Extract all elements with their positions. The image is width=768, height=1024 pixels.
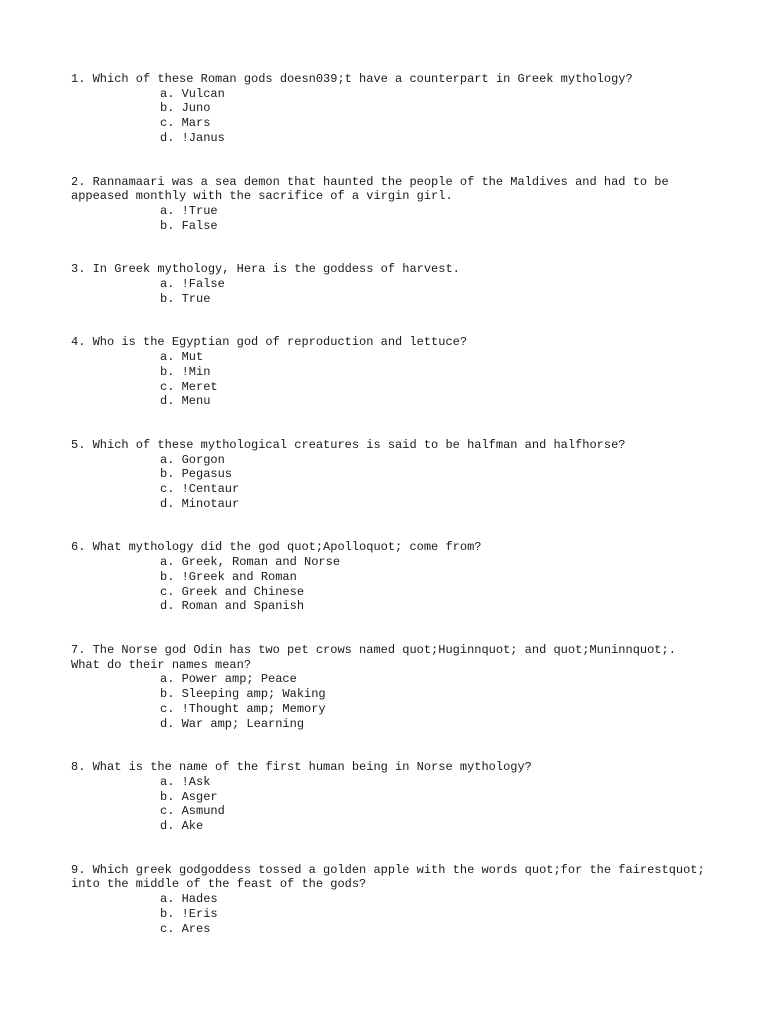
question-text: 2. Rannamaari was a sea demon that haunted the people of the Maldives and had to be appeased monthly with the sacrifice of a virgin girl. <box>71 174 676 204</box>
answer-option: c. Meret <box>160 379 218 394</box>
answer-option: c. Ares <box>160 921 211 936</box>
answer-option: d. Ake <box>160 819 204 834</box>
answer-option: c. Asmund <box>160 804 225 819</box>
answer-option: c. Mars <box>160 116 211 131</box>
answer-option: a. !True <box>160 203 218 218</box>
answer-option: a. Hades <box>160 892 218 907</box>
question-4 <box>71 335 711 409</box>
answer-options <box>71 775 711 834</box>
answer-option: d. Roman and Spanish <box>160 599 305 614</box>
answer-option: d. Menu <box>160 394 211 409</box>
question-3 <box>71 262 711 306</box>
answer-option: a. !Ask <box>160 774 211 789</box>
question-text: 1. Which of these Roman gods doesn039;t have a counterpart in Greek mythology? <box>71 72 633 86</box>
answer-options <box>71 453 711 512</box>
answer-option: d. Minotaur <box>160 496 240 511</box>
answer-option: a. !False <box>160 277 225 292</box>
answer-options <box>71 87 711 146</box>
question-8 <box>71 760 711 834</box>
question-5 <box>71 438 711 512</box>
answer-options <box>71 277 711 306</box>
question-9 <box>71 863 711 937</box>
question-text: 5. Which of these mythological creatures is said to be halfman and halfhorse? <box>71 437 626 452</box>
quiz-document <box>71 72 711 965</box>
answer-option: d. War amp; Learning <box>160 716 305 731</box>
answer-option: b. False <box>160 218 218 233</box>
question-2 <box>71 175 711 234</box>
answer-option: b. Juno <box>160 101 211 116</box>
answer-option: a. Greek, Roman and Norse <box>160 555 341 570</box>
question-text: 3. In Greek mythology, Hera is the goddess of harvest. <box>71 262 460 277</box>
answer-option: a. Mut <box>160 350 204 365</box>
answer-option: b. True <box>160 291 211 306</box>
answer-option: c. !Centaur <box>160 482 240 497</box>
answer-option: a. Gorgon <box>160 452 225 467</box>
question-1 <box>71 72 711 146</box>
answer-option: b. !Greek and Roman <box>160 569 297 584</box>
answer-option: d. !Janus <box>160 130 225 145</box>
answer-options <box>71 672 711 731</box>
answer-option: c. Greek and Chinese <box>160 584 305 599</box>
question-text: 6. What mythology did the god quot;Apolloquot; come from? <box>71 540 482 555</box>
question-6 <box>71 540 711 614</box>
answer-option: b. !Eris <box>160 906 218 921</box>
answer-option: b. !Min <box>160 364 211 379</box>
answer-options <box>71 350 711 409</box>
answer-option: a. Power amp; Peace <box>160 672 297 687</box>
question-7 <box>71 643 711 731</box>
answer-options <box>71 204 711 233</box>
answer-option: b. Pegasus <box>160 467 233 482</box>
question-text: 7. The Norse god Odin has two pet crows named quot;Huginnquot; and quot;Muninnquot;. What do their names mean? <box>71 642 691 672</box>
answer-option: c. !Thought amp; Memory <box>160 701 326 716</box>
question-text: 4. Who is the Egyptian god of reproduction and lettuce? <box>71 335 468 350</box>
answer-option: b. Sleeping amp; Waking <box>160 687 326 702</box>
question-text: 8. What is the name of the first human being in Norse mythology? <box>71 760 532 775</box>
answer-option: a. Vulcan <box>160 86 225 101</box>
answer-option: b. Asger <box>160 789 218 804</box>
answer-options <box>71 555 711 614</box>
answer-options <box>71 892 711 936</box>
question-text: 9. Which greek godgoddess tossed a golden apple with the words quot;for the fairestquot; into the middle of the feast of the gods? <box>71 862 712 892</box>
